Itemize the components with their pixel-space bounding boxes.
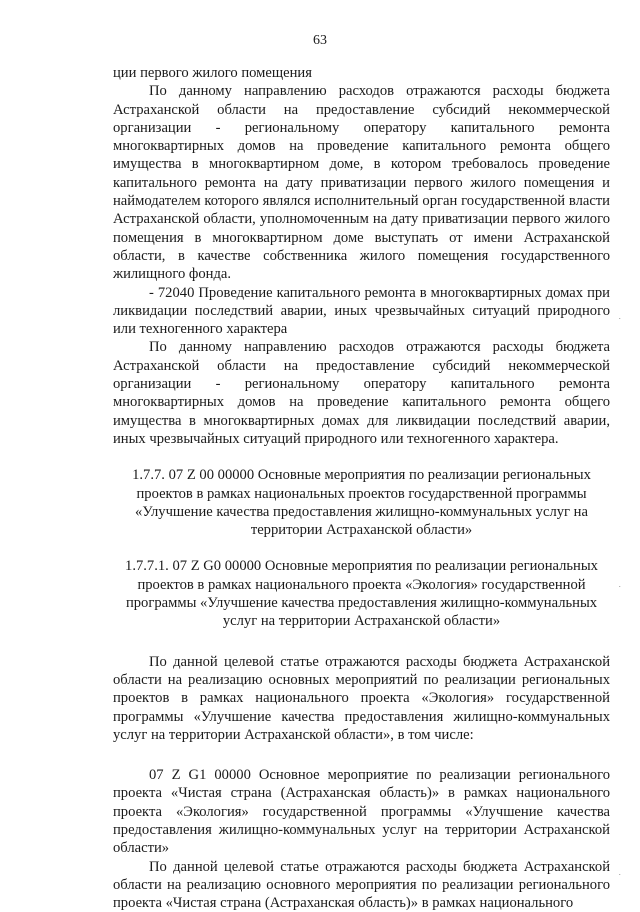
section-heading-1-7-7: 1.7.7. 07 Z 00 00000 Основные мероприятия по реализации региональных проектов в рамках национальных проектов государственной программы «Улучшение качества предоставления жилищно-коммунальных услуг на территории Астраханской области»: [132, 467, 591, 539]
margin-mark: ˙: [617, 586, 622, 596]
paragraph-main-activity-g1: 07 Z G1 00000 Основное мероприятие по реализации регионального проекта «Чистая страна (Астраханская область)» в рамках национального проекта «Экология» государственной программы «Улучшение качества предоставления жилищно-коммунальных услуг на территории Астраханской области»: [113, 767, 610, 857]
margin-mark: ˙: [617, 318, 622, 328]
paragraph-expense-description: По данному направлению расходов отражаются расходы бюджета Астраханской области на предоставление субсидий некоммерческой организации - региональному оператору капитального ремонта многоквартирных домов на проведение капитального ремонта общего имущества в многоквартирном доме, в котором требовалось проведение капитального ремонта на дату приватизации первого жилого помещения и наймодателем которого являлся исполнительный орган государственной власти Астраханской области, уполномоченным на дату приватизации первого жилого помещения в многоквартирном доме выступать от имени Астраханской области, в качестве собственника жилого помещения государственного жилищного фонда.: [113, 83, 610, 283]
section-heading-1-7-7-1: 1.7.7.1. 07 Z G0 00000 Основные мероприятия по реализации региональных проектов в рамках национального проекта «Экология» государственной программы «Улучшение качества предоставления жилищно-коммунальных услуг на территории Астраханской области»: [125, 558, 598, 630]
document-body: [113, 64, 610, 912]
margin-mark: ˙: [617, 874, 622, 884]
paragraph-target-article-2: По данной целевой статье отражаются расходы бюджета Астраханской области на реализацию основного мероприятия по реализации регионального проекта «Чистая страна (Астраханская область)» в рамках национального: [113, 858, 610, 912]
paragraph-expense-code-72040: - 72040 Проведение капитального ремонта в многоквартирных домах при ликвидации последствий аварии, иных чрезвычайных ситуаций природного или техногенного характера: [113, 284, 610, 338]
paragraph-expense-description-2: По данному направлению расходов отражаются расходы бюджета Астраханской области на предоставление субсидий некоммерческой организации - региональному оператору капитального ремонта многоквартирных домов на проведение капитального ремонта общего имущества в многоквартирных домах для ликвидации последствий аварии, иных чрезвычайных ситуаций природного или техногенного характера.: [113, 339, 610, 447]
paragraph-continuation: ции первого жилого помещения: [113, 65, 312, 81]
paragraph-target-article: По данной целевой статье отражаются расходы бюджета Астраханской области на реализацию основных мероприятий по реализации региональных проектов в рамках национального проекта «Экология» государственной программы «Улучшение качества предоставления жилищно-коммунальных услуг на территории Астраханской области», в том числе:: [113, 653, 610, 743]
page-number: 63: [313, 33, 327, 48]
